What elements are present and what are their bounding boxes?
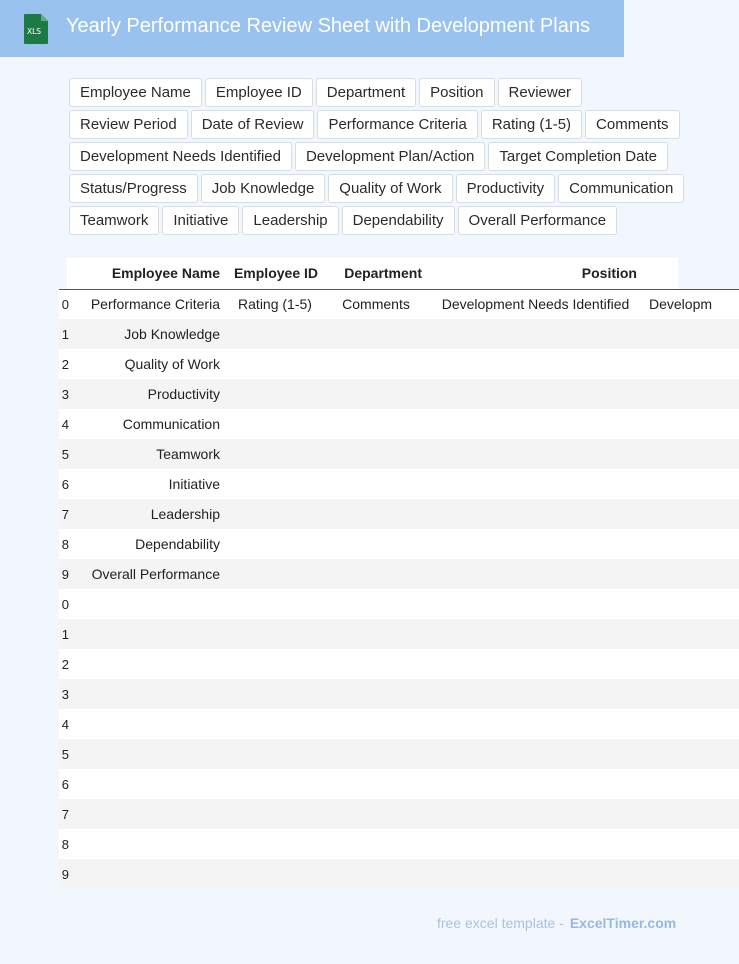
table-cell <box>643 829 739 859</box>
footer-text: free excel template - <box>437 915 564 931</box>
table-cell: Overall Performance <box>91 566 220 582</box>
table-cell <box>324 739 428 769</box>
table-cell <box>226 649 324 679</box>
table-cell <box>226 679 324 709</box>
table-cell <box>226 829 324 859</box>
table-cell <box>324 559 428 589</box>
table-cell <box>428 739 643 769</box>
table-row <box>59 349 739 379</box>
table-cell <box>428 709 643 739</box>
table-cell: Quality of Work <box>124 356 220 372</box>
row-index: 3 <box>61 386 69 402</box>
row-index: 9 <box>61 566 69 582</box>
column-tag[interactable]: Overall Performance <box>458 206 618 235</box>
table-row <box>59 469 739 499</box>
table-cell <box>226 469 324 499</box>
table-cell: Developm <box>649 296 713 313</box>
table-cell <box>428 679 643 709</box>
table-row <box>59 679 739 709</box>
table-cell <box>643 739 739 769</box>
table-row <box>59 379 739 409</box>
column-header <box>643 258 739 289</box>
row-index: 5 <box>61 446 69 462</box>
column-tag[interactable]: Date of Review <box>191 110 315 139</box>
table-cell <box>643 769 739 799</box>
table-row <box>59 649 739 679</box>
column-tag[interactable]: Productivity <box>456 174 556 203</box>
row-index: 4 <box>61 716 69 732</box>
table-cell <box>643 709 739 739</box>
table-cell <box>324 829 428 859</box>
table-cell <box>428 319 643 349</box>
table-cell <box>324 589 428 619</box>
column-tag-list <box>69 78 694 235</box>
column-tag[interactable]: Development Needs Identified <box>69 142 292 171</box>
table-cell <box>71 769 226 799</box>
column-tag[interactable]: Employee Name <box>69 78 202 107</box>
table-cell <box>324 319 428 349</box>
row-index: 8 <box>61 836 69 852</box>
table-cell <box>226 559 324 589</box>
row-index: 8 <box>61 536 69 552</box>
table-cell <box>643 409 739 439</box>
table-cell <box>643 799 739 829</box>
table-cell <box>226 589 324 619</box>
row-index: 0 <box>61 596 69 612</box>
table-cell <box>226 379 324 409</box>
table-cell <box>428 529 643 559</box>
table-cell <box>226 709 324 739</box>
table-cell <box>428 409 643 439</box>
table-cell <box>428 439 643 469</box>
table-cell <box>71 739 226 769</box>
table-row <box>59 499 739 529</box>
table-cell <box>324 619 428 649</box>
row-index: 4 <box>61 416 69 432</box>
column-tag[interactable]: Target Completion Date <box>488 142 668 171</box>
table-cell <box>428 769 643 799</box>
table-cell <box>428 589 643 619</box>
table-cell <box>643 319 739 349</box>
table-cell: Performance Criteria <box>90 296 220 313</box>
table-cell <box>643 559 739 589</box>
table-row <box>59 799 739 829</box>
table-cell <box>226 529 324 559</box>
row-index: 2 <box>61 356 69 372</box>
table-header-row <box>59 258 739 289</box>
table-cell <box>428 799 643 829</box>
column-tag[interactable]: Quality of Work <box>328 174 452 203</box>
table-cell: Communication <box>122 416 220 432</box>
table-row <box>59 829 739 859</box>
table-cell: Productivity <box>147 386 220 402</box>
table-cell: Rating (1-5) <box>238 296 312 313</box>
table-cell <box>226 769 324 799</box>
table-cell <box>226 619 324 649</box>
table-row <box>59 319 739 349</box>
table-cell <box>226 409 324 439</box>
row-index: 5 <box>61 746 69 762</box>
table-cell <box>71 799 226 829</box>
table-cell <box>643 859 739 889</box>
column-tag[interactable]: Department <box>316 78 416 107</box>
table-cell <box>71 649 226 679</box>
spreadsheet-preview <box>61 258 713 889</box>
column-tag[interactable]: Dependability <box>342 206 455 235</box>
table-cell <box>324 679 428 709</box>
table-cell <box>324 769 428 799</box>
table-cell: Dependability <box>135 536 220 552</box>
row-index: 1 <box>61 326 69 342</box>
table-cell <box>324 649 428 679</box>
table-cell <box>428 649 643 679</box>
table-cell <box>643 649 739 679</box>
table-cell <box>324 379 428 409</box>
footer-brand-link[interactable]: ExcelTimer.com <box>569 915 677 931</box>
header-banner <box>0 0 624 57</box>
table-cell <box>643 499 739 529</box>
table-row <box>59 289 739 319</box>
table-cell <box>71 589 226 619</box>
column-tag[interactable]: Review Period <box>69 110 188 139</box>
column-header: Position <box>581 265 637 282</box>
table-cell <box>324 469 428 499</box>
table-cell <box>643 589 739 619</box>
table-cell <box>324 709 428 739</box>
table-cell: Comments <box>342 296 410 313</box>
row-index: 2 <box>61 656 69 672</box>
table-cell <box>428 619 643 649</box>
table-cell <box>71 859 226 889</box>
row-index: 3 <box>61 686 69 702</box>
row-index: 6 <box>61 776 69 792</box>
row-index: 9 <box>61 866 69 882</box>
table-row <box>59 709 739 739</box>
column-tag[interactable]: Position <box>419 78 494 107</box>
row-index: 7 <box>61 506 69 522</box>
table-cell <box>226 319 324 349</box>
column-tag[interactable]: Performance Criteria <box>317 110 477 139</box>
column-header <box>59 258 71 289</box>
row-index: 0 <box>61 296 69 312</box>
page-title: Yearly Performance Review Sheet with Development Plans <box>66 15 590 37</box>
column-tag[interactable]: Employee ID <box>205 78 313 107</box>
table-cell: Job Knowledge <box>124 326 220 342</box>
table-cell <box>71 619 226 649</box>
table-cell <box>324 799 428 829</box>
table-cell <box>226 859 324 889</box>
table-row <box>59 769 739 799</box>
table-row <box>59 409 739 439</box>
column-tag[interactable]: Comments <box>585 110 680 139</box>
row-index: 1 <box>61 626 69 642</box>
table-cell <box>226 499 324 529</box>
column-tag[interactable]: Job Knowledge <box>201 174 326 203</box>
column-tag[interactable]: Leadership <box>242 206 338 235</box>
row-index: 7 <box>61 806 69 822</box>
table-cell <box>324 349 428 379</box>
table-cell: Development Needs Identified <box>441 296 630 313</box>
svg-text:XLS: XLS <box>26 27 42 36</box>
table-cell: Teamwork <box>156 446 220 462</box>
table-cell <box>71 679 226 709</box>
table-row <box>59 559 739 589</box>
data-table <box>59 258 739 889</box>
table-cell <box>643 439 739 469</box>
table-cell <box>643 349 739 379</box>
table-cell <box>643 469 739 499</box>
table-cell <box>226 439 324 469</box>
column-header: Employee Name <box>111 265 220 282</box>
xls-file-icon <box>22 13 50 45</box>
footer-credit <box>437 915 676 931</box>
column-tag[interactable]: Rating (1-5) <box>481 110 582 139</box>
table-cell <box>324 859 428 889</box>
table-cell <box>428 829 643 859</box>
table-cell: Initiative <box>168 476 220 492</box>
table-row <box>59 739 739 769</box>
table-row <box>59 619 739 649</box>
column-header: Department <box>344 265 422 282</box>
table-cell <box>428 379 643 409</box>
table-cell <box>226 739 324 769</box>
table-cell <box>324 529 428 559</box>
column-tag[interactable]: Reviewer <box>498 78 583 107</box>
column-tag[interactable]: Status/Progress <box>69 174 198 203</box>
column-tag[interactable]: Initiative <box>162 206 239 235</box>
table-cell <box>643 529 739 559</box>
table-cell <box>324 439 428 469</box>
column-tag[interactable]: Teamwork <box>69 206 159 235</box>
table-row <box>59 439 739 469</box>
table-row <box>59 529 739 559</box>
table-cell <box>643 679 739 709</box>
table-cell <box>71 709 226 739</box>
column-tag[interactable]: Development Plan/Action <box>295 142 485 171</box>
table-cell <box>226 799 324 829</box>
table-cell <box>643 619 739 649</box>
table-cell: Leadership <box>150 506 220 522</box>
table-cell <box>428 499 643 529</box>
table-cell <box>428 559 643 589</box>
table-cell <box>643 379 739 409</box>
table-cell <box>428 859 643 889</box>
table-cell <box>428 349 643 379</box>
table-cell <box>324 409 428 439</box>
table-cell <box>324 499 428 529</box>
table-row <box>59 859 739 889</box>
column-tag[interactable]: Communication <box>558 174 684 203</box>
table-cell <box>71 829 226 859</box>
table-row <box>59 589 739 619</box>
table-cell <box>226 349 324 379</box>
table-cell <box>428 469 643 499</box>
column-header: Employee ID <box>233 265 318 282</box>
row-index: 6 <box>61 476 69 492</box>
